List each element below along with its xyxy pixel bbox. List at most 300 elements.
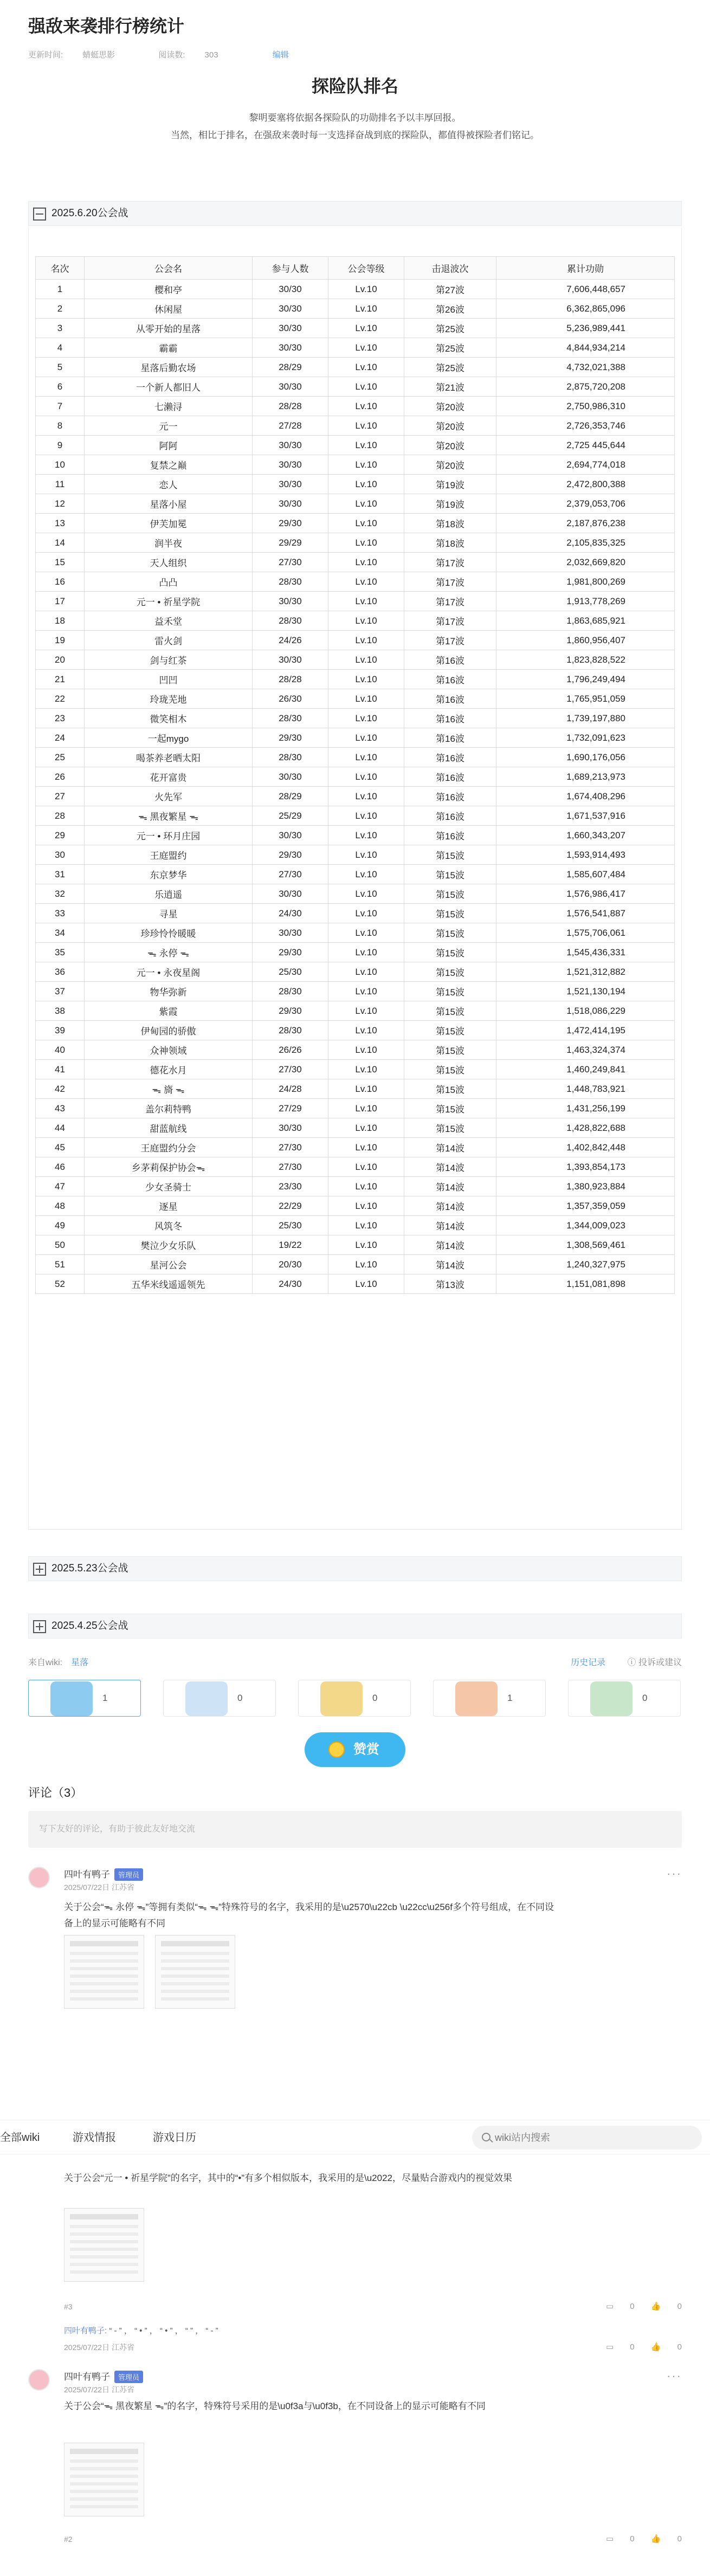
cell-members: 29/30 bbox=[253, 845, 328, 865]
cell-guild: 一起mygo bbox=[85, 728, 253, 748]
cell-rank: 2 bbox=[36, 299, 85, 319]
cell-rank: 1 bbox=[36, 280, 85, 299]
cell-merit: 4,732,021,388 bbox=[496, 358, 675, 377]
table-row bbox=[36, 982, 675, 1001]
table-row bbox=[36, 1274, 675, 1294]
table-row bbox=[36, 553, 675, 572]
cell-level: Lv.10 bbox=[328, 1099, 404, 1118]
more-icon[interactable]: ··· bbox=[667, 1867, 682, 1880]
table-row bbox=[36, 319, 675, 338]
cell-waves: 第15波 bbox=[404, 943, 496, 962]
cell-merit: 1,585,607,484 bbox=[496, 865, 675, 884]
cell-merit: 2,187,876,238 bbox=[496, 514, 675, 533]
comment-text bbox=[64, 2170, 671, 2186]
cell-guild: 凸凸 bbox=[85, 572, 253, 592]
cell-rank: 38 bbox=[36, 1001, 85, 1021]
cell-rank: 27 bbox=[36, 787, 85, 806]
cell-rank: 41 bbox=[36, 1060, 85, 1079]
wiki-search[interactable] bbox=[472, 2126, 702, 2150]
cell-waves: 第26波 bbox=[404, 299, 496, 319]
nav-game-calendar[interactable]: 游戏日历 bbox=[153, 2132, 196, 2144]
sticker-reaction-5[interactable] bbox=[568, 1680, 681, 1717]
cell-rank: 52 bbox=[36, 1274, 85, 1294]
cell-merit: 1,660,343,207 bbox=[496, 826, 675, 845]
comment-input[interactable]: 写下友好的评论，有助于彼此友好地交流 bbox=[28, 1811, 682, 1848]
cell-level: Lv.10 bbox=[328, 1196, 404, 1216]
table-row bbox=[36, 670, 675, 689]
reward-label: 赞赏 bbox=[353, 1742, 379, 1757]
comment-actions bbox=[592, 2301, 682, 2311]
comment-text bbox=[64, 1899, 671, 1932]
cell-guild: 微笑相木 bbox=[85, 709, 253, 728]
cell-rank: 10 bbox=[36, 455, 85, 475]
table-row bbox=[36, 806, 675, 826]
table-row bbox=[36, 904, 675, 923]
comment-date: 2025/07/22日 江苏省 bbox=[64, 2385, 134, 2394]
cell-rank: 42 bbox=[36, 1079, 85, 1099]
cell-waves: 第13波 bbox=[404, 1274, 496, 1294]
collapse-icon[interactable] bbox=[33, 208, 46, 221]
updated-author[interactable]: 蜻蜓思影 bbox=[82, 50, 115, 60]
cell-guild: 元一 • 永夜星阁 bbox=[85, 962, 253, 982]
table-row bbox=[36, 1138, 675, 1157]
table-row bbox=[36, 865, 675, 884]
cell-level: Lv.10 bbox=[328, 1021, 404, 1040]
cell-rank: 9 bbox=[36, 436, 85, 455]
cell-members: 28/30 bbox=[253, 982, 328, 1001]
cell-members: 30/30 bbox=[253, 884, 328, 904]
cell-merit: 1,860,956,407 bbox=[496, 631, 675, 650]
cell-level: Lv.10 bbox=[328, 553, 404, 572]
cell-waves: 第15波 bbox=[404, 1099, 496, 1118]
cell-level: Lv.10 bbox=[328, 1274, 404, 1294]
cell-guild: 雷火剑 bbox=[85, 631, 253, 650]
cell-merit: 1,576,986,417 bbox=[496, 884, 675, 904]
cell-rank: 4 bbox=[36, 338, 85, 358]
table-row bbox=[36, 1235, 675, 1255]
cell-level: Lv.10 bbox=[328, 299, 404, 319]
cell-guild: 少女圣骑士 bbox=[85, 1177, 253, 1196]
report-icon[interactable]: ⓘ bbox=[627, 1658, 638, 1667]
cell-members: 28/28 bbox=[253, 670, 328, 689]
table-row bbox=[36, 709, 675, 728]
cell-waves: 第20波 bbox=[404, 436, 496, 455]
fold-bar-2025-4-25[interactable] bbox=[28, 1614, 682, 1639]
cell-members: 29/29 bbox=[253, 533, 328, 553]
cell-rank: 12 bbox=[36, 494, 85, 514]
cell-guild: 元一 • 祈星学院 bbox=[85, 592, 253, 611]
cell-members: 22/29 bbox=[253, 1196, 328, 1216]
cell-members: 28/30 bbox=[253, 709, 328, 728]
cell-members: 25/29 bbox=[253, 806, 328, 826]
cell-merit: 1,151,081,898 bbox=[496, 1274, 675, 1294]
cell-members: 29/30 bbox=[253, 728, 328, 748]
reply-date: 2025/07/22日 江苏省 bbox=[64, 2343, 134, 2352]
table-row bbox=[36, 884, 675, 904]
cell-level: Lv.10 bbox=[328, 572, 404, 592]
sticker-count: 0 bbox=[372, 1693, 378, 1703]
table-row bbox=[36, 650, 675, 670]
like-count: 0 bbox=[677, 2342, 682, 2352]
intro-line-2: 当然，相比于排名，在强敌来袭时每一支选择奋战到底的探险队，都值得被探险者们铭记。 bbox=[171, 130, 539, 140]
comment-author[interactable]: 四叶有鸭子 bbox=[64, 1869, 110, 1880]
cell-waves: 第14波 bbox=[404, 1255, 496, 1274]
cell-waves: 第19波 bbox=[404, 475, 496, 494]
cell-merit: 1,308,569,461 bbox=[496, 1235, 675, 1255]
comments-title: 评论（3） bbox=[28, 1786, 83, 1800]
cell-members: 28/30 bbox=[253, 748, 328, 767]
history-link[interactable]: 历史记录 bbox=[571, 1658, 606, 1667]
cell-level: Lv.10 bbox=[328, 767, 404, 787]
cell-merit: 1,796,249,494 bbox=[496, 670, 675, 689]
cell-members: 24/30 bbox=[253, 1274, 328, 1294]
cell-merit: 1,448,783,921 bbox=[496, 1079, 675, 1099]
cell-merit: 1,344,009,023 bbox=[496, 1216, 675, 1235]
reply-icon[interactable]: ▭ 0 bbox=[605, 2342, 635, 2352]
cell-level: Lv.10 bbox=[328, 904, 404, 923]
sticker-reaction-4[interactable] bbox=[433, 1680, 546, 1717]
fold-label: 2025.6.20公会战 bbox=[51, 208, 128, 219]
cell-level: Lv.10 bbox=[328, 748, 404, 767]
cell-merit: 1,593,914,493 bbox=[496, 845, 675, 865]
cell-members: 27/30 bbox=[253, 553, 328, 572]
cell-guild: 霸霸 bbox=[85, 338, 253, 358]
section-title: 探险队排名 bbox=[311, 76, 398, 96]
cell-waves: 第25波 bbox=[404, 319, 496, 338]
cell-members: 30/30 bbox=[253, 650, 328, 670]
cell-level: Lv.10 bbox=[328, 1040, 404, 1060]
cell-level: Lv.10 bbox=[328, 1216, 404, 1235]
cell-rank: 30 bbox=[36, 845, 85, 865]
table-row bbox=[36, 1021, 675, 1040]
cell-members: 28/30 bbox=[253, 572, 328, 592]
cell-level: Lv.10 bbox=[328, 397, 404, 416]
cell-waves: 第20波 bbox=[404, 397, 496, 416]
cell-merit: 2,875,720,208 bbox=[496, 377, 675, 397]
table-row bbox=[36, 299, 675, 319]
col-rank: 名次 bbox=[36, 257, 85, 280]
cell-waves: 第16波 bbox=[404, 689, 496, 709]
col-waves: 击退波次 bbox=[404, 257, 496, 280]
fold-label: 2025.4.25公会战 bbox=[51, 1620, 128, 1632]
cell-waves: 第15波 bbox=[404, 845, 496, 865]
search-input[interactable] bbox=[495, 2126, 690, 2150]
cell-waves: 第15波 bbox=[404, 1040, 496, 1060]
cell-members: 25/30 bbox=[253, 962, 328, 982]
cell-members: 27/30 bbox=[253, 1157, 328, 1177]
cell-level: Lv.10 bbox=[328, 884, 404, 904]
cell-level: Lv.10 bbox=[328, 865, 404, 884]
like-count: 0 bbox=[677, 2534, 682, 2543]
sticker-image bbox=[50, 1681, 93, 1716]
cell-waves: 第16波 bbox=[404, 748, 496, 767]
cell-waves: 第16波 bbox=[404, 670, 496, 689]
edit-link[interactable]: 编辑 bbox=[272, 50, 289, 60]
cell-members: 24/28 bbox=[253, 1079, 328, 1099]
cell-level: Lv.10 bbox=[328, 709, 404, 728]
cell-rank: 13 bbox=[36, 514, 85, 533]
cell-guild: 从零开始的星落 bbox=[85, 319, 253, 338]
cell-guild: 星河公会 bbox=[85, 1255, 253, 1274]
cell-members: 23/30 bbox=[253, 1177, 328, 1196]
reply-item bbox=[64, 2325, 218, 2336]
cell-waves: 第15波 bbox=[404, 923, 496, 943]
reply-icon[interactable]: ▭ 0 bbox=[605, 2534, 635, 2543]
cell-members: 24/26 bbox=[253, 631, 328, 650]
cell-guild: 元一 • 环月庄园 bbox=[85, 826, 253, 845]
page-meta bbox=[28, 49, 682, 62]
table-row bbox=[36, 455, 675, 475]
sticker-count: 0 bbox=[642, 1693, 648, 1703]
cell-rank: 51 bbox=[36, 1255, 85, 1274]
cell-members: 27/30 bbox=[253, 865, 328, 884]
cell-waves: 第16波 bbox=[404, 650, 496, 670]
cell-level: Lv.10 bbox=[328, 611, 404, 631]
table-row bbox=[36, 1216, 675, 1235]
cell-guild: 天人组织 bbox=[85, 553, 253, 572]
cell-rank: 48 bbox=[36, 1196, 85, 1216]
cell-merit: 2,472,800,388 bbox=[496, 475, 675, 494]
cell-waves: 第15波 bbox=[404, 962, 496, 982]
cell-rank: 39 bbox=[36, 1021, 85, 1040]
floor-number: #3 bbox=[64, 2302, 73, 2311]
comment-item bbox=[28, 2369, 682, 2548]
cell-guild: ᯓ 旖 ᯓ bbox=[85, 1079, 253, 1099]
cell-rank: 3 bbox=[36, 319, 85, 338]
cell-members: 30/30 bbox=[253, 319, 328, 338]
table-row bbox=[36, 1177, 675, 1196]
fold-label: 2025.5.23公会战 bbox=[51, 1563, 128, 1574]
reply-count: 0 bbox=[630, 2302, 635, 2311]
sticker-count: 1 bbox=[507, 1693, 513, 1703]
cell-guild: ᯓ 黑夜繁星 ᯓ bbox=[85, 806, 253, 826]
cell-level: Lv.10 bbox=[328, 689, 404, 709]
cell-rank: 47 bbox=[36, 1177, 85, 1196]
cell-guild: 伊甸园的骄傲 bbox=[85, 1021, 253, 1040]
cell-rank: 26 bbox=[36, 767, 85, 787]
like-icon[interactable]: 👍 0 bbox=[650, 2302, 682, 2311]
cell-merit: 2,379,053,706 bbox=[496, 494, 675, 514]
cell-rank: 33 bbox=[36, 904, 85, 923]
cell-merit: 1,521,130,194 bbox=[496, 982, 675, 1001]
cell-members: 30/30 bbox=[253, 455, 328, 475]
table-row bbox=[36, 377, 675, 397]
cell-rank: 17 bbox=[36, 592, 85, 611]
cell-guild: 乡茅莉保护协会ᯓ bbox=[85, 1157, 253, 1177]
cell-rank: 8 bbox=[36, 416, 85, 436]
cell-merit: 2,725 445,644 bbox=[496, 436, 675, 455]
cell-guild: 珍珍怜怜暖暖 bbox=[85, 923, 253, 943]
fold-bar-2025-6-20[interactable] bbox=[28, 201, 682, 226]
cell-members: 30/30 bbox=[253, 923, 328, 943]
reward-button[interactable] bbox=[305, 1732, 405, 1767]
cell-rank: 34 bbox=[36, 923, 85, 943]
cell-level: Lv.10 bbox=[328, 1177, 404, 1196]
expand-icon[interactable] bbox=[33, 1620, 46, 1633]
table-row bbox=[36, 826, 675, 845]
cell-level: Lv.10 bbox=[328, 1060, 404, 1079]
cell-waves: 第16波 bbox=[404, 767, 496, 787]
cell-rank: 29 bbox=[36, 826, 85, 845]
section-intro bbox=[0, 109, 710, 144]
cell-rank: 15 bbox=[36, 553, 85, 572]
table-row bbox=[36, 923, 675, 943]
cell-waves: 第14波 bbox=[404, 1177, 496, 1196]
cell-members: 30/30 bbox=[253, 280, 328, 299]
cell-rank: 22 bbox=[36, 689, 85, 709]
more-icon[interactable]: ··· bbox=[667, 2369, 682, 2383]
updated-label: 更新时间: bbox=[28, 50, 63, 60]
sticker-reaction-2[interactable] bbox=[163, 1680, 276, 1717]
cell-rank: 36 bbox=[36, 962, 85, 982]
cell-waves: 第16波 bbox=[404, 709, 496, 728]
comment-author[interactable]: 四叶有鸭子 bbox=[64, 2372, 110, 2382]
cell-level: Lv.10 bbox=[328, 494, 404, 514]
cell-merit: 1,981,800,269 bbox=[496, 572, 675, 592]
cell-merit: 1,732,091,623 bbox=[496, 728, 675, 748]
avatar[interactable] bbox=[28, 1867, 50, 1888]
cell-rank: 16 bbox=[36, 572, 85, 592]
cell-waves: 第14波 bbox=[404, 1138, 496, 1157]
cell-rank: 23 bbox=[36, 709, 85, 728]
table-row bbox=[36, 767, 675, 787]
sticker-reaction-1[interactable] bbox=[28, 1680, 141, 1717]
reply-text: “ - ” ， “ • ” ， “ • ” ， “ ” ， “ - ” bbox=[109, 2326, 218, 2335]
cell-waves: 第15波 bbox=[404, 1060, 496, 1079]
table-row bbox=[36, 1040, 675, 1060]
table-row bbox=[36, 1255, 675, 1274]
cell-merit: 1,431,256,199 bbox=[496, 1099, 675, 1118]
like-icon[interactable]: 👍 0 bbox=[650, 2342, 682, 2352]
cell-members: 30/30 bbox=[253, 338, 328, 358]
cell-guild: 七濑浔 bbox=[85, 397, 253, 416]
table-row bbox=[36, 1157, 675, 1177]
reply-author[interactable]: 四叶有鸭子: bbox=[64, 2326, 107, 2335]
like-icon[interactable]: 👍 0 bbox=[650, 2534, 682, 2543]
source-label: 来自wiki: bbox=[28, 1658, 63, 1667]
comment-image[interactable] bbox=[64, 1935, 144, 2009]
cell-level: Lv.10 bbox=[328, 962, 404, 982]
cell-level: Lv.10 bbox=[328, 826, 404, 845]
sticker-count: 1 bbox=[102, 1693, 108, 1703]
cell-merit: 7,606,448,657 bbox=[496, 280, 675, 299]
comment-item bbox=[28, 2170, 682, 2311]
reply-actions bbox=[592, 2342, 682, 2352]
cell-guild: 星落后勤农场 bbox=[85, 358, 253, 377]
cell-members: 30/30 bbox=[253, 494, 328, 514]
cell-rank: 5 bbox=[36, 358, 85, 377]
cell-level: Lv.10 bbox=[328, 416, 404, 436]
cell-rank: 14 bbox=[36, 533, 85, 553]
cell-rank: 11 bbox=[36, 475, 85, 494]
cell-members: 19/22 bbox=[253, 1235, 328, 1255]
reply-icon[interactable]: ▭ 0 bbox=[605, 2302, 635, 2311]
cell-members: 30/30 bbox=[253, 475, 328, 494]
nav-all-wiki[interactable]: 全部wiki bbox=[0, 2132, 40, 2144]
cell-members: 29/30 bbox=[253, 1001, 328, 1021]
cell-level: Lv.10 bbox=[328, 982, 404, 1001]
table-row bbox=[36, 533, 675, 553]
fold-bar-2025-5-23[interactable] bbox=[28, 1556, 682, 1581]
cell-merit: 1,380,923,884 bbox=[496, 1177, 675, 1196]
admin-badge: 管理员 bbox=[114, 2371, 143, 2383]
comment-text-line: 关于公会“ᯓ 永停 ᯓ”等拥有类似“ᯓ ᯓ”特殊符号的名字，我采用的是\u2570\u22cb \u22cc\u256f多个符号组成，在不同设 bbox=[64, 1902, 554, 1912]
cell-waves: 第18波 bbox=[404, 514, 496, 533]
sticker-count: 0 bbox=[237, 1693, 243, 1703]
cell-members: 29/30 bbox=[253, 943, 328, 962]
cell-merit: 1,545,436,331 bbox=[496, 943, 675, 962]
cell-waves: 第27波 bbox=[404, 280, 496, 299]
sticker-reaction-3[interactable] bbox=[298, 1680, 411, 1717]
cell-members: 27/30 bbox=[253, 1138, 328, 1157]
table-row bbox=[36, 416, 675, 436]
cell-merit: 1,460,249,841 bbox=[496, 1060, 675, 1079]
comment-image[interactable] bbox=[64, 2443, 144, 2516]
comment-image[interactable] bbox=[155, 1935, 235, 2009]
cell-level: Lv.10 bbox=[328, 1079, 404, 1099]
cell-members: 26/30 bbox=[253, 689, 328, 709]
cell-members: 30/30 bbox=[253, 826, 328, 845]
table-row bbox=[36, 358, 675, 377]
cell-members: 27/28 bbox=[253, 416, 328, 436]
coin-icon bbox=[328, 1742, 345, 1758]
cell-guild: 风筑冬 bbox=[85, 1216, 253, 1235]
table-row bbox=[36, 728, 675, 748]
cell-merit: 6,362,865,096 bbox=[496, 299, 675, 319]
source-wiki-link[interactable]: 星落 bbox=[71, 1658, 89, 1667]
cell-level: Lv.10 bbox=[328, 592, 404, 611]
expand-icon[interactable] bbox=[33, 1563, 46, 1576]
cell-guild: 休闲屋 bbox=[85, 299, 253, 319]
table-row bbox=[36, 572, 675, 592]
comment-text bbox=[64, 2398, 671, 2415]
comment-image[interactable] bbox=[64, 2208, 144, 2282]
report-link[interactable]: 投诉或建议 bbox=[638, 1658, 682, 1667]
cell-guild: 凹凹 bbox=[85, 670, 253, 689]
cell-guild: 樱和亭 bbox=[85, 280, 253, 299]
nav-game-news[interactable]: 游戏情报 bbox=[73, 2132, 116, 2144]
views-count: 303 bbox=[204, 50, 218, 60]
ranking-panel bbox=[28, 228, 682, 1530]
cell-guild: 王庭盟约 bbox=[85, 845, 253, 865]
cell-rank: 24 bbox=[36, 728, 85, 748]
reply-count: 0 bbox=[630, 2342, 635, 2352]
sticker-image bbox=[320, 1681, 363, 1716]
cell-merit: 1,739,197,880 bbox=[496, 709, 675, 728]
cell-waves: 第17波 bbox=[404, 572, 496, 592]
cell-guild: 紫霞 bbox=[85, 1001, 253, 1021]
cell-rank: 49 bbox=[36, 1216, 85, 1235]
comment-text-line: 关于公会“元一 • 祈星学院”的名字，其中的“•”有多个相似版本，我采用的是\u2022，尽量贴合游戏内的视觉效果 bbox=[64, 2173, 512, 2183]
cell-rank: 31 bbox=[36, 865, 85, 884]
cell-level: Lv.10 bbox=[328, 338, 404, 358]
cell-level: Lv.10 bbox=[328, 728, 404, 748]
cell-guild: 喝茶养老晒太阳 bbox=[85, 748, 253, 767]
avatar[interactable] bbox=[28, 2369, 50, 2391]
table-row bbox=[36, 787, 675, 806]
table-row bbox=[36, 494, 675, 514]
cell-rank: 45 bbox=[36, 1138, 85, 1157]
cell-merit: 5,236,989,441 bbox=[496, 319, 675, 338]
cell-merit: 1,518,086,229 bbox=[496, 1001, 675, 1021]
cell-level: Lv.10 bbox=[328, 455, 404, 475]
cell-waves: 第19波 bbox=[404, 494, 496, 514]
cell-level: Lv.10 bbox=[328, 943, 404, 962]
views-label: 阅读数: bbox=[158, 50, 185, 60]
cell-merit: 1,863,685,921 bbox=[496, 611, 675, 631]
cell-members: 28/30 bbox=[253, 1021, 328, 1040]
table-row bbox=[36, 592, 675, 611]
